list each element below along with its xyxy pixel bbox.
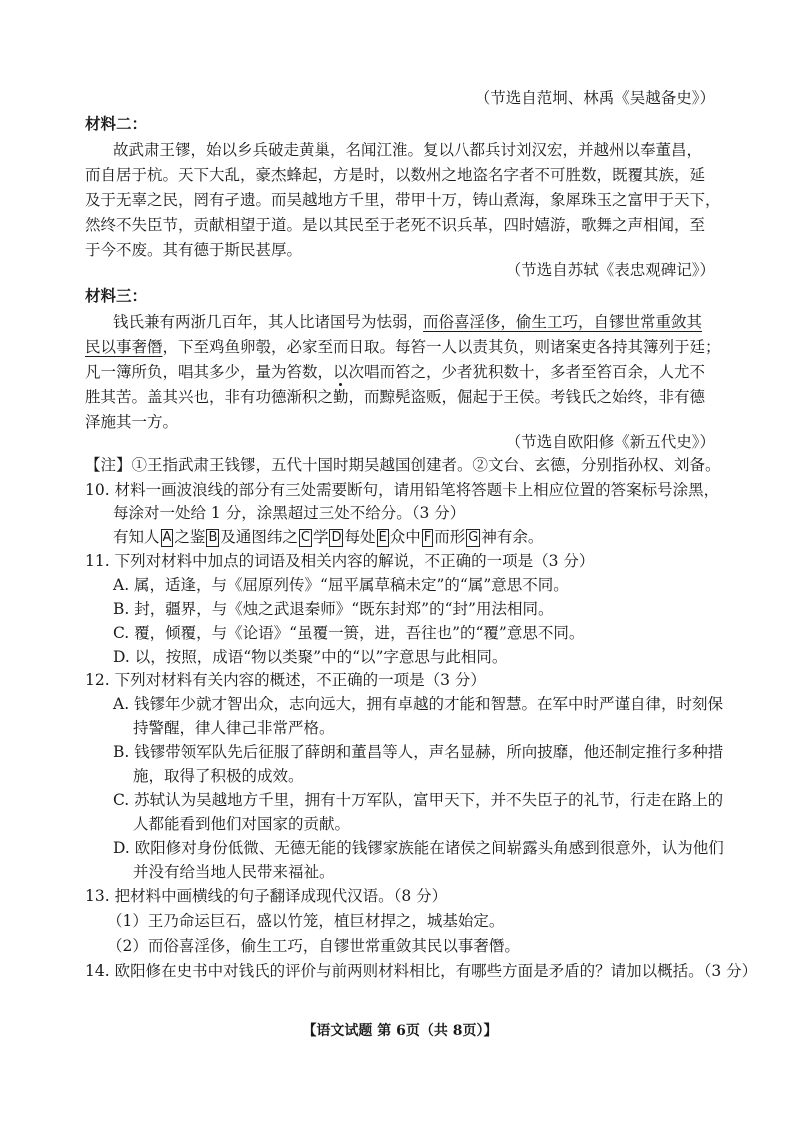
m3-line-3: 凡一簿所负，唱其多少，量为笞数，以次唱而笞之，少者犹积数十，多者至笞百余，人尤不 — [85, 363, 706, 381]
q11-option-b: B. 封，疆界，与《烛之武退秦师》“既东封郑”的“封”用法相同。 — [113, 600, 554, 618]
m3-line-5: 泽施其一方。 — [85, 413, 179, 431]
source-m1: （节选自范坰、林禹《吴越备史》） — [474, 89, 715, 107]
q13-sentence-2: （2）而俗喜淫侈，偷生工巧，自镠世常重敛其民以事奢僭。 — [107, 937, 520, 955]
q11-option-a: A. 属，适逢，与《屈原列传》“屈平属草稿未定”的“属”意思不同。 — [113, 576, 569, 594]
dotted-word-yi: 以 — [333, 363, 349, 381]
break-mark-c: C — [300, 530, 310, 545]
q12-option-d-2: 并没有给当地人民带来福祉。 — [133, 863, 335, 881]
q12-stem: 12. 下列对材料有关内容的概述，不正确的一项是（3 分） — [85, 671, 486, 689]
break-mark-g: G — [468, 530, 479, 545]
note: 【注】①王指武肃王钱镠，五代十国时期吴越国创建者。②文台、玄德，分别指孙权、刘备。 — [85, 456, 721, 474]
q12-option-b-2: 施，取得了积极的成效。 — [133, 767, 304, 785]
q12-option-b-1: B. 钱镠带领军队先后征服了薛朗和董昌等人，声名显赫，所向披靡，他还制定推行多种措 — [113, 743, 724, 761]
break-mark-e: E — [378, 530, 387, 545]
q13-stem: 13. 把材料中画横线的句子翻译成现代汉语。（8 分） — [85, 887, 448, 905]
q13-sentence-1: （1）王乃命运巨石，盛以竹笼，植巨材捍之，城基始定。 — [107, 912, 505, 930]
underlined-sentence-part1: 而俗喜淫侈，偷生工巧，自镠世常重敛其 — [423, 313, 703, 331]
m2-line-3: 及于无辜之民，罔有孑遗。而吴越地方千里，带甲十万，铸山煮海，象犀珠玉之富甲于天下， — [85, 191, 721, 209]
q12-option-a-2: 持警醒，律人律己非常严格。 — [133, 719, 335, 737]
q12-option-c-2: 人都能看到他们对国家的贡献。 — [133, 815, 351, 833]
m2-line-5: 于今不废。其有德于斯民甚厚。 — [85, 241, 303, 259]
break-mark-d: D — [331, 530, 342, 545]
material-3-title: 材料三： — [85, 286, 148, 305]
q11-option-d: D. 以，按照，成语“物以类聚”中的“以”字意思与此相同。 — [113, 648, 508, 666]
m2-line-1: 故武肃王镠，始以乡兵破走黄巢，名闻江淮。复以八都兵讨刘汉宏，并越州以奉董昌， — [113, 141, 703, 159]
m2-line-2: 而自居于杭。天下大乱，豪杰蜂起，方是时，以数州之地盗名字者不可胜数，既覆其族，延 — [85, 166, 706, 184]
m2-line-4: 然终不失臣节，贡献相望于道。是以其民至于老死不识兵革，四时嬉游，歌舞之声相闻，至 — [85, 216, 706, 234]
q14-stem: 14. 欧阳修在史书中对钱氏的评价与前两则材料相比，有哪些方面是矛盾的？请加以概括。（3 分） — [85, 962, 758, 980]
underlined-sentence-part2: 民以事奢僭 — [85, 338, 163, 356]
q10-stem-2: 每涂对一处给 1 分，涂黑超过三处不给分。（3 分） — [113, 504, 466, 522]
q10-stem-1: 10. 材料一画波浪线的部分有三处需要断句，请用铅笔将答题卡上相应位置的答案标号涂黑， — [85, 481, 720, 499]
break-mark-b: B — [208, 530, 218, 545]
break-mark-f: F — [423, 530, 432, 545]
break-mark-a: A — [162, 530, 172, 545]
q10-sentence: 有知人 A 之鉴 B 及通图纬之 C 学 D 每处 E 众中 F 而形 G 神有余。 — [113, 528, 544, 546]
m3-line-4: 胜其苦。盖其兴也，非有功德渐积之勤，而黥髡盗贩，倔起于王侯。考钱氏之始终，非有德 — [85, 388, 706, 406]
q11-option-c: C. 覆，倾覆，与《论语》“虽覆一篑，进，吾往也”的“覆”意思不同。 — [113, 624, 585, 642]
material-2-title: 材料二： — [85, 114, 148, 133]
page-footer: 【语文试题 第 6页（共 8页）】 — [302, 1023, 498, 1039]
q12-option-d-1: D. 欧阳修对身份低微、无德无能的钱镠家族能在诸侯之间崭露头角感到很意外，认为他们 — [113, 839, 724, 857]
q12-option-a-1: A. 钱镠年少就才智出众，志向远大，拥有卓越的才能和智慧。在军中时严谨自律，时刻保 — [113, 695, 724, 713]
m3-line-2: 民以事奢僭，下至鸡鱼卵彀，必家至而日取。每笞一人以责其负，则诸案吏各持其簿列于廷； — [85, 338, 721, 356]
q12-option-c-1: C. 苏轼认为吴越地方千里，拥有十万军队，富甲天下，并不失臣子的礼节，行走在路上的 — [113, 791, 724, 809]
m3-line-1: 钱氏兼有两浙几百年，其人比诸国号为怯弱，而俗喜淫侈，偷生工巧，自镠世常重敛其 — [113, 313, 703, 331]
source-m3: （节选自欧阳修《新五代史》） — [505, 433, 715, 451]
q11-stem: 11. 下列对材料中加点的词语及相关内容的解说，不正确的一项是（3 分） — [85, 552, 595, 570]
source-m2: （节选自苏轼《表忠观碑记》） — [505, 261, 715, 279]
